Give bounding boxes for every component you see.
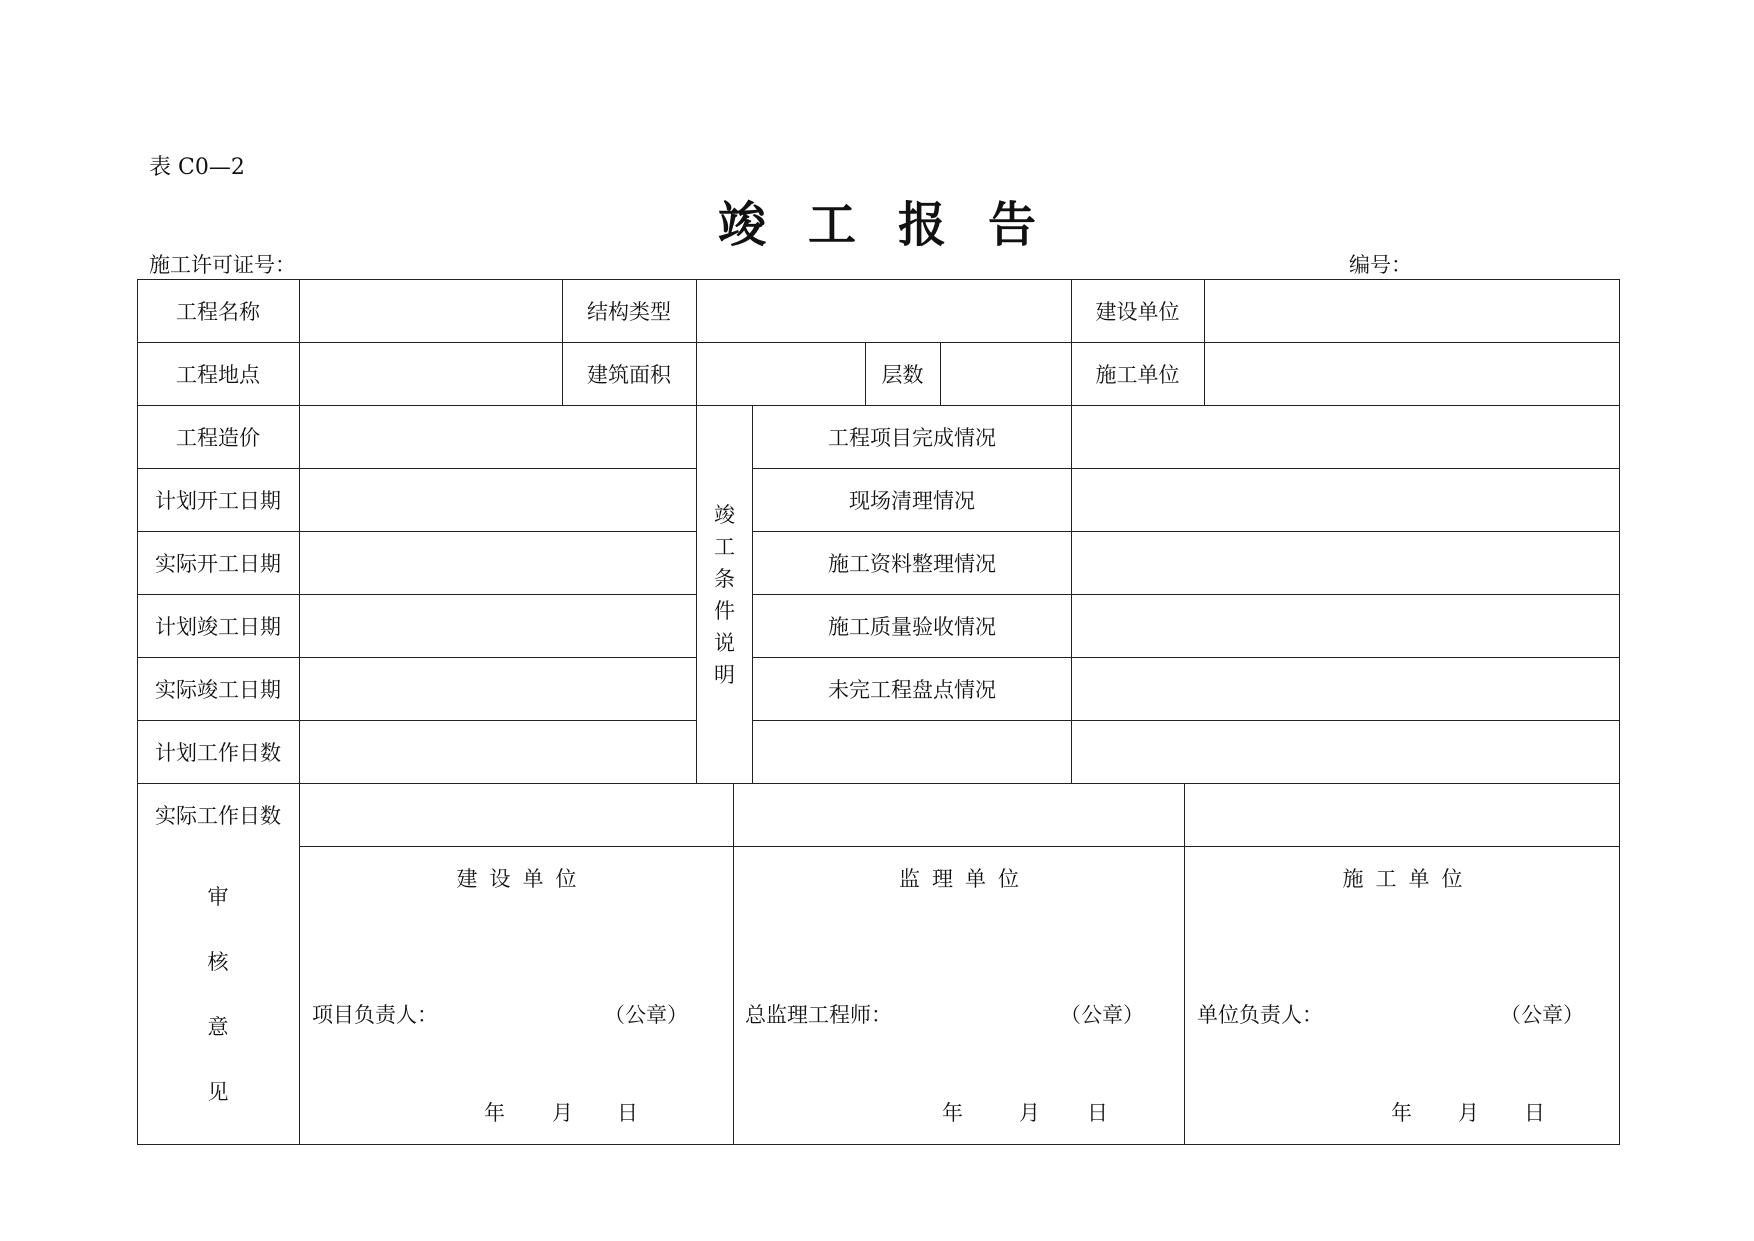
contractor-date-month: 月: [1458, 1101, 1479, 1125]
vertical-char: 件: [714, 598, 735, 623]
owner-date-day: 日: [617, 1101, 638, 1125]
owner-signer-label: 项目负责人：: [312, 1003, 438, 1027]
project-location-label: 工程地点: [176, 362, 260, 387]
actual-workdays-label: 实际工作日数: [155, 803, 281, 828]
condition-item: 施工资料整理情况: [828, 551, 996, 576]
supervisor-date-day: 日: [1087, 1101, 1108, 1125]
review-heading-owner: 建设单位: [456, 866, 589, 891]
vertical-char: 审: [207, 885, 229, 909]
contractor-signer-label: 单位负责人：: [1197, 1003, 1323, 1027]
project-name-label: 工程名称: [176, 299, 260, 324]
floors-label: 层数: [881, 362, 924, 387]
condition-item: 工程项目完成情况: [828, 425, 996, 450]
form-code: 表 C0—2: [149, 155, 245, 180]
planned-workdays-label: 计划工作日数: [155, 740, 281, 765]
contractor-seal-label: （公章）: [1500, 1003, 1584, 1027]
column-rule: [1184, 783, 1185, 1145]
review-opinion-label: [137, 846, 299, 1144]
column-rule: [299, 279, 300, 1145]
project-name-field[interactable]: [300, 279, 562, 342]
table-border-bottom: [137, 1144, 1620, 1145]
vertical-char: 核: [207, 950, 229, 974]
column-rule: [733, 783, 734, 1145]
supervisor-seal-label: （公章）: [1060, 1003, 1144, 1027]
supervisor-date-year: 年: [942, 1101, 963, 1125]
owner-seal-label: （公章）: [604, 1003, 688, 1027]
floors-field[interactable]: [941, 342, 1071, 405]
condition-item: 施工质量验收情况: [828, 614, 996, 639]
building-area-field[interactable]: [697, 342, 865, 405]
contractor-date-year: 年: [1391, 1101, 1412, 1125]
serial-number-label: 编号：: [1349, 253, 1412, 277]
row-rule: [752, 720, 1620, 721]
planned-finish-label: 计划竣工日期: [155, 614, 281, 639]
construction-unit-field[interactable]: [1205, 342, 1619, 405]
vertical-char: 见: [207, 1080, 229, 1104]
vertical-char: 意: [207, 1015, 229, 1039]
supervisor-date-month: 月: [1019, 1101, 1040, 1125]
owner-date-month: 月: [552, 1101, 573, 1125]
structure-type-label: 结构类型: [587, 299, 671, 324]
review-heading-contractor: 施工单位: [1342, 866, 1475, 891]
actual-start-label: 实际开工日期: [155, 551, 281, 576]
review-heading-supervisor: 监理单位: [899, 866, 1031, 891]
project-cost-label: 工程造价: [176, 425, 260, 450]
supervisor-signer-label: 总监理工程师：: [745, 1003, 892, 1027]
building-area-label: 建筑面积: [587, 362, 671, 387]
permit-number-label: 施工许可证号：: [149, 253, 296, 277]
condition-item: 未完工程盘点情况: [828, 677, 996, 702]
row-rule: [137, 783, 1620, 784]
contractor-date-day: 日: [1524, 1101, 1545, 1125]
actual-finish-label: 实际竣工日期: [155, 677, 281, 702]
vertical-char: 说: [714, 630, 735, 655]
vertical-char: 竣: [714, 502, 735, 527]
project-location-field[interactable]: [300, 342, 562, 405]
owner-date-year: 年: [484, 1101, 505, 1125]
owner-unit-field[interactable]: [1205, 279, 1619, 342]
owner-unit-label: 建设单位: [1095, 299, 1180, 324]
vertical-char: 条: [714, 566, 735, 591]
structure-type-field[interactable]: [697, 279, 1071, 342]
completion-conditions-label: [697, 406, 752, 783]
condition-item: 现场清理情况: [849, 488, 975, 513]
construction-unit-label: 施工单位: [1095, 362, 1180, 387]
document-title: 竣工报告: [717, 197, 1078, 253]
vertical-char: 明: [714, 662, 735, 687]
table-border-right: [1619, 279, 1620, 1145]
vertical-char: 工: [714, 534, 735, 559]
planned-start-label: 计划开工日期: [155, 488, 281, 513]
